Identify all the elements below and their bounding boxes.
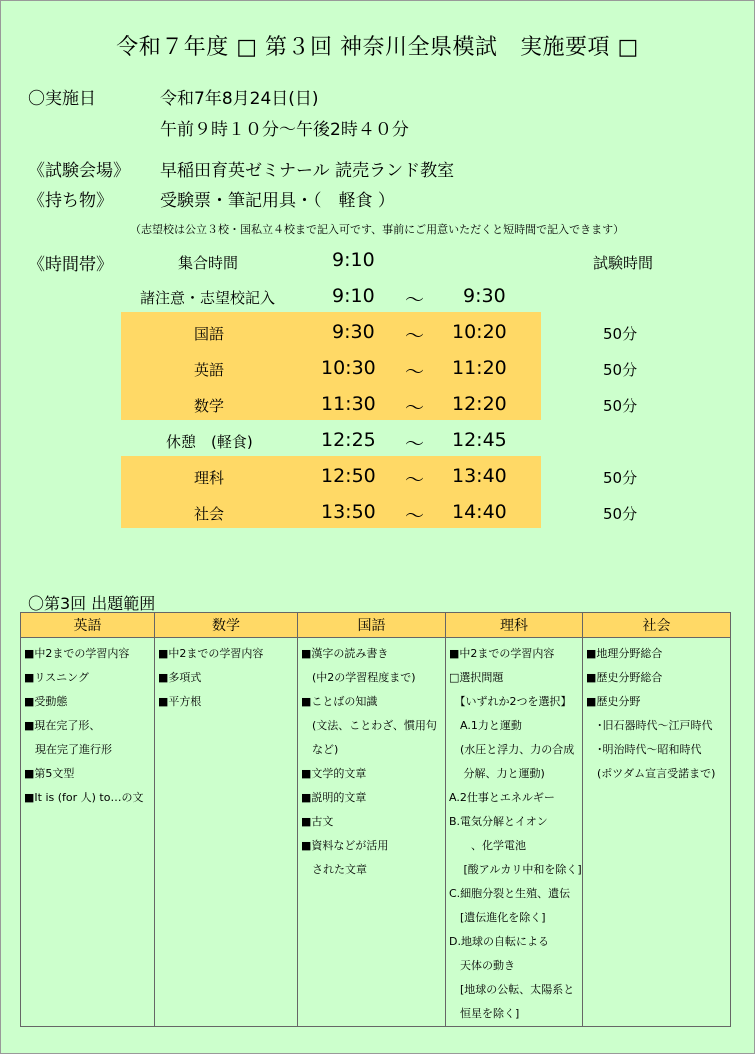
schedule-duration: 50分 [603,397,638,415]
scope-item: [遺伝進化を除く] [449,911,546,924]
scope-item: ■歴史分野総合 [586,671,663,684]
scope-item: [地球の公転、太陽系と [449,983,575,996]
schedule-duration: 50分 [603,361,638,379]
scope-item: □選択問題 [449,671,504,684]
schedule-start: 12:50 [321,465,376,487]
schedule-duration: 50分 [603,325,638,343]
scope-item: ■中2までの学習内容 [24,647,130,660]
schedule-subject: 休憩 (軽食) [166,433,253,451]
scope-item: ■ことばの知識 [301,695,378,708]
scope-item: ■多項式 [158,671,202,684]
scope-item: など) [301,743,339,756]
scope-item: ■平方根 [158,695,202,708]
schedule-tilde: ～ [405,325,425,347]
scope-header-math: 数学 [155,613,298,638]
schedule-subject: 数学 [194,397,225,415]
scope-item: 、化学電池 [449,839,526,852]
date-label: 〇実施日 [28,89,96,109]
scope-item: ■歴史分野 [586,695,641,708]
schedule-tilde: ～ [405,469,425,491]
schedule-subject: 理科 [194,469,225,487]
schedule-tilde: ～ [405,433,425,455]
gather-header: 集合時間 [178,254,239,272]
scope-item: ■漢字の読み書き [301,647,389,660]
scope-item: ■文学的文章 [301,767,367,780]
note-text: （志望校は公立３校・国私立４校まで記入可です、事前にご用意いただくと短時間で記入できます） [130,223,625,236]
schedule-start: 10:30 [321,357,376,379]
venue-label: 《試験会場》 [28,161,130,181]
scope-title: 〇第3回 出題範囲 [28,594,156,613]
scope-item: B.電気分解とイオン [449,815,548,828]
items-label: 《持ち物》 [28,191,113,211]
schedule-duration: 50分 [603,469,638,487]
schedule-start: 9:30 [332,321,375,343]
scope-item: 【いずれか2つを選択】 [449,695,572,708]
schedule-end: 12:20 [452,393,507,415]
schedule-start: 9:10 [332,285,375,307]
schedule-label: 《時間帯》 [28,255,113,275]
scope-item: ■第5文型 [24,767,75,780]
schedule-tilde: ～ [405,505,425,527]
schedule-subject: 社会 [194,505,225,523]
scope-col-english [21,638,155,1027]
schedule-end: 13:40 [452,465,507,487]
scope-header-japanese: 国語 [298,613,446,638]
scope-item: A.2仕事とエネルギー [449,791,555,804]
scope-item: ■中2までの学習内容 [449,647,555,660]
scope-header-row [21,613,731,638]
scope-item: ■資料などが活用 [301,839,389,852]
scope-header-social: 社会 [583,613,731,638]
scope-body-row [21,638,731,1027]
scope-item: 分解、力と運動) [449,767,545,780]
scope-item: (水圧と浮力、力の合成 [449,743,575,756]
scope-item: C.細胞分裂と生殖、遺伝 [449,887,571,900]
scope-item: ■受動態 [24,695,68,708]
scope-item: ■地理分野総合 [586,647,663,660]
scope-item: ■It is (for 人) to…の文 [24,791,144,804]
scope-item: A.1力と運動 [449,719,522,732]
schedule-end: 10:20 [452,321,507,343]
scope-item: ■説明的文章 [301,791,367,804]
scope-item: ■中2までの学習内容 [158,647,264,660]
page-title: 令和７年度 □ 第３回 神奈川全県模試 実施要項 □ [116,35,639,60]
schedule-tilde: ～ [405,289,425,311]
items-value: 受験票・筆記用具・（ 軽食 ） [160,191,395,211]
scope-col-science [446,638,583,1027]
scope-header-english: 英語 [21,613,155,638]
scope-col-math [155,638,298,1027]
schedule-end: 12:45 [452,429,507,451]
scope-item: (文法、ことわざ、慣用句 [301,719,437,732]
schedule-start: 12:25 [321,429,376,451]
scope-item: ･明治時代～昭和時代 [586,743,702,756]
scope-item: された文章 [301,863,367,876]
gather-time: 9:10 [332,249,375,271]
scope-item: D.地球の自転による [449,935,549,948]
schedule-start: 11:30 [321,393,376,415]
scope-item: 天体の動き [449,959,515,972]
scope-item: ■現在完了形、 [24,719,101,732]
scope-table [20,612,731,1027]
scope-col-japanese [298,638,446,1027]
scope-item: ■リスニング [24,671,89,684]
scope-item: ■古文 [301,815,334,828]
scope-col-social [583,638,731,1027]
schedule-end: 14:40 [452,501,507,523]
scope-item: 恒星を除く] [449,1007,520,1020]
scope-header-science: 理科 [446,613,583,638]
schedule-subject: 国語 [194,325,225,343]
scope-item: [酸アルカリ中和を除く] [449,863,582,876]
scope-item: (中2の学習程度まで) [301,671,416,684]
schedule-subject: 英語 [194,361,225,379]
schedule-subject: 諸注意・志望校記入 [140,289,276,307]
time-value: 午前９時１０分～午後2時４０分 [160,120,409,140]
schedule-end: 11:20 [452,357,507,379]
schedule-end: 9:30 [463,285,506,307]
scope-item: (ポツダム宣言受諾まで) [586,767,716,780]
venue-value: 早稲田育英ゼミナール 読売ランド教室 [160,161,455,181]
date-value: 令和7年8月24日(日) [160,89,319,109]
scope-item: ･旧石器時代～江戸時代 [586,719,713,732]
scope-item: 現在完了進行形 [24,743,112,756]
schedule-tilde: ～ [405,361,425,383]
schedule-duration: 50分 [603,505,638,523]
schedule-start: 13:50 [321,501,376,523]
schedule-tilde: ～ [405,397,425,419]
exam-time-header: 試験時間 [593,254,654,272]
